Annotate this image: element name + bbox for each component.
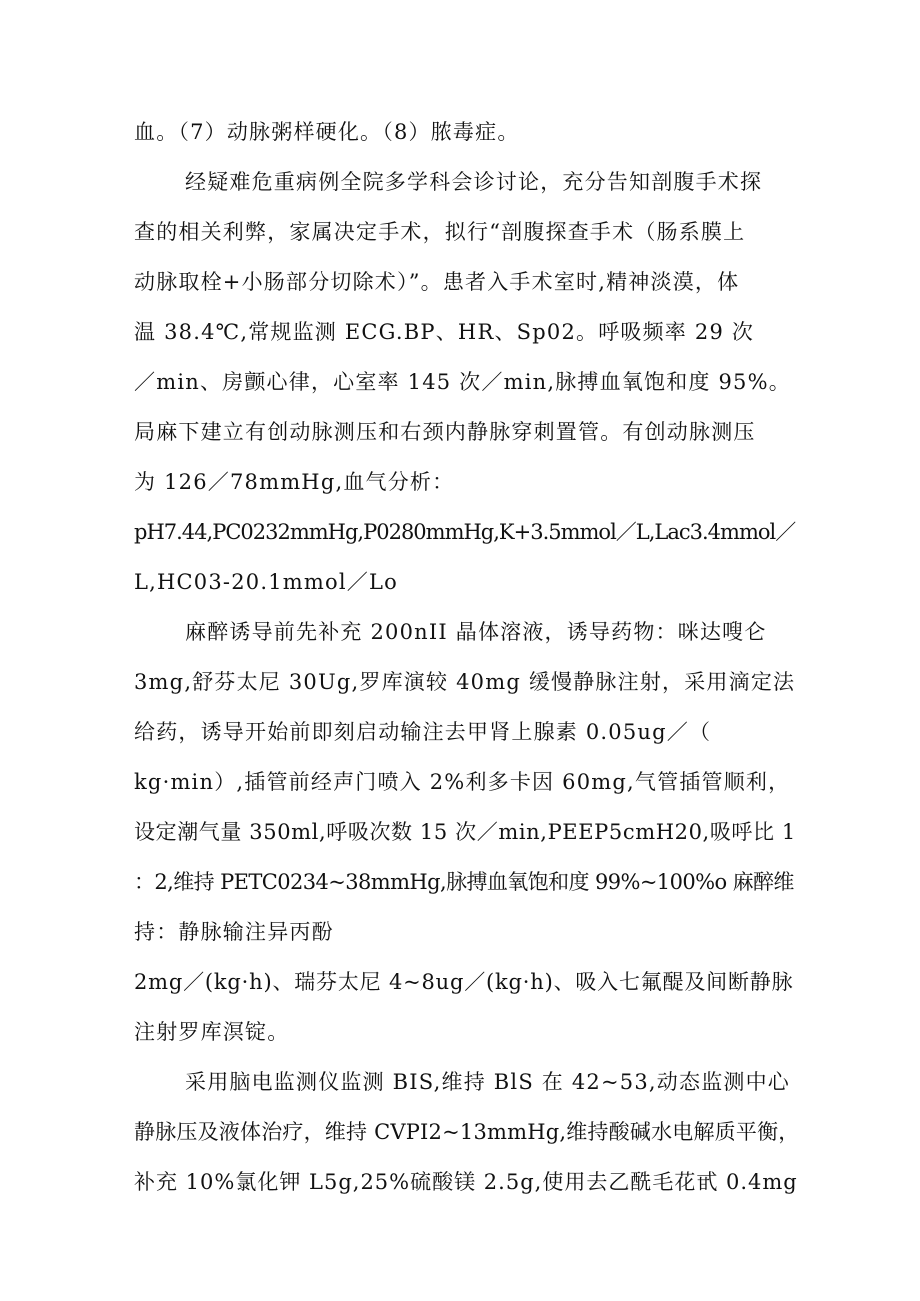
text-line: 2mg／(kg·h)、瑞芬太尼 4~8ug／(kg·h)、吸入七氟醍及间断静脉 <box>134 970 794 994</box>
text-line: 温 38.4℃,常规监测 ECG.BP、HR、Sp02。呼吸频率 29 次 <box>134 320 755 344</box>
text-line: 为 126／78mmHg,血气分析： <box>134 470 455 494</box>
text-line: 设定潮气量 350ml,呼吸次数 15 次／min,PEEP5cmH20,吸呼比 1 <box>134 820 796 844</box>
text-line: 补充 10%氯化钾 L5g,25%硫酸镁 2.5g,使用去乙酰毛花甙 0.4mg <box>134 1170 798 1194</box>
text-line: ：2,维持 PETC0234~38mmHg,脉搏血氧饱和度 99%~100%o 麻醉维 <box>134 870 794 894</box>
text-line: 注射罗库溟锭。 <box>134 1020 290 1044</box>
text-line: ／min、房颤心律，心室率 145 次／min,脉搏血氧饱和度 95%。 <box>134 370 791 394</box>
text-line: pH7.44,PC0232mmHg,P0280mmHg,K+3.5mmol／L,Lac3.4mmol／ <box>134 520 796 544</box>
text-line: 静脉压及液体治疗，维持 CVPI2~13mmHg,维持酸碱水电解质平衡， <box>134 1120 800 1144</box>
text-line: 动脉取栓+小肠部分切除术）”。患者入手术室时,精神淡漠，体 <box>134 270 740 294</box>
text-line: 给药，诱导开始前即刻启动输注去甲肾上腺素 0.05ug／（ <box>134 720 712 744</box>
text-line: 3mg,舒芬太尼 30Ug,罗库演较 40mg 缓慢静脉注射，采用滴定法 <box>134 670 796 694</box>
paragraph-line: 采用脑电监测仪监测 BIS,维持 BlS 在 42~53,动态监测中心 <box>185 1070 790 1094</box>
paragraph-line: 麻醉诱导前先补充 200nII 晶体溶液，诱导药物：咪达嗖仑 <box>185 620 767 644</box>
text-line: 血。（7）动脉粥样硬化。（8）脓毒症。 <box>134 120 520 144</box>
text-line: 持：静脉输注异丙酚 <box>134 920 334 944</box>
text-line: 查的相关利弊，家属决定手术，拟行“剖腹探查手术（肠系膜上 <box>134 220 746 244</box>
text-line: L,HC03-20.1mmol／Lo <box>134 570 398 594</box>
paragraph-line: 经疑难危重病例全院多学科会诊讨论，充分告知剖腹手术探 <box>185 170 763 194</box>
text-line: 局麻下建立有创动脉测压和右颈内静脉穿刺置管。有创动脉测压 <box>134 420 756 444</box>
text-line: kg·min）,插管前经声门喷入 2%利多卡因 60mg,气管插管顺利， <box>134 770 791 794</box>
